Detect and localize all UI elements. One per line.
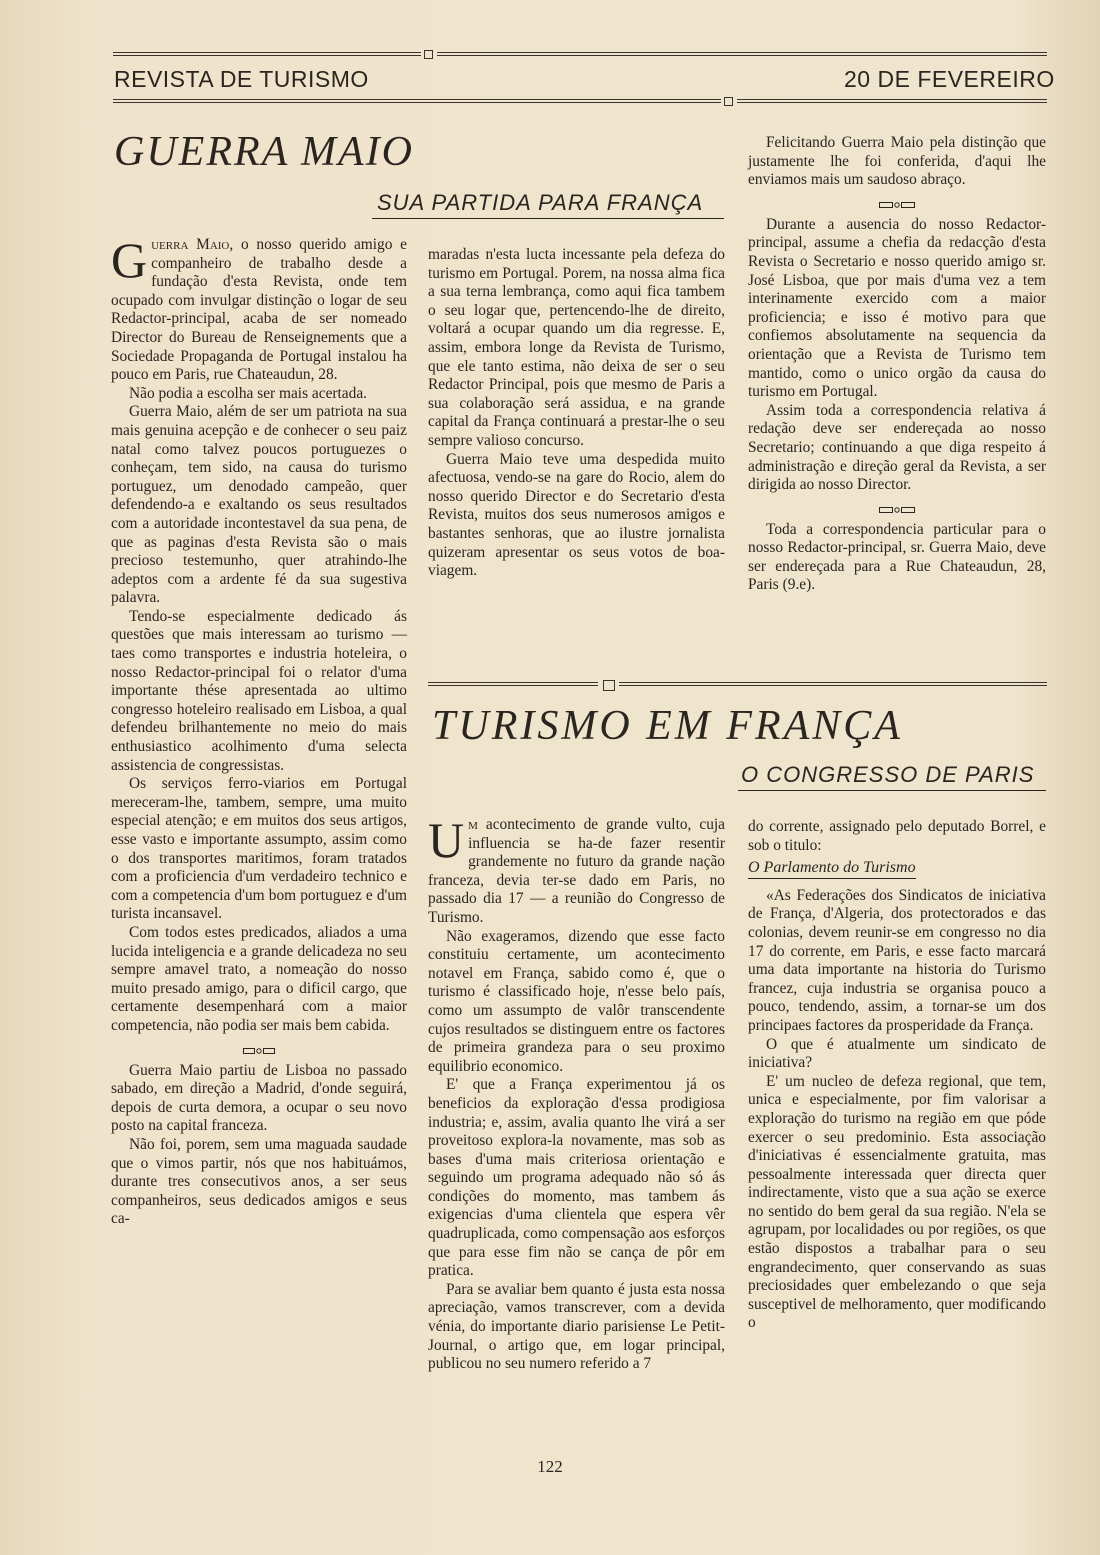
- paragraph: Tendo-se especialmente dedicado ás questões que mais interessam ao turismo — taes como transportes e industria hoteleira, o nosso Redactor-principal foi o relator d'uma importante thése apresentada ao ultimo congresso hoteleiro realisado em Lisboa, a qual defendeu brilhantemente no meio do mais enthusiastico acolhimento d'uma selecta assistencia de congressistas.: [111, 607, 407, 774]
- paragraph: Para se avaliar bem quanto é justa esta nossa apreciação, vamos transcrever, com a devida vénia, do importante diario parisiense Le Petit-Journal, o artigo que, em logar principal, publicou no seu numero referido a 7: [428, 1280, 725, 1373]
- paragraph: Os serviços ferro-viarios em Portugal mereceram-lhe, tambem, sempre, uma muito especial atenção; e em muitos dos seus artigos, esse vasto e importante assumpto, assim como o dos transportes maritimos, foram tratados com a proficiencia d'um verdadeiro technico e com a competencia d'um bom portuguez e d'um turista incansavel.: [111, 775, 407, 923]
- paragraph: Assim toda a correspondencia relativa á redação deve ser endereçada ao nosso Secretario; continuando a que diga respeito á administração e direção geral da Revista, a ser dirigida ao nosso Director.: [748, 401, 1046, 494]
- article-separator-rule: [619, 682, 1047, 686]
- subtitle-underline: [372, 218, 724, 219]
- article2-column-3: [748, 818, 1046, 1333]
- section-ornament: [748, 196, 1046, 210]
- drop-cap: G: [111, 232, 148, 288]
- ornament-box: [424, 50, 433, 59]
- article-subtitle: SUA PARTIDA PARA FRANÇA: [377, 190, 704, 215]
- ornament-box: [603, 680, 615, 691]
- ornament-box: [724, 97, 733, 106]
- drop-cap: U: [428, 812, 465, 868]
- paragraph: O que é atualmente um sindicato de iniciativa?: [748, 1035, 1046, 1072]
- paragraph: Toda a correspondencia particular para o nosso Redactor-principal, sr. Guerra Maio, deve ser endereçada para a Rue Chateaudun, 28, Paris (9.e).: [748, 520, 1046, 594]
- article-separator-rule: [428, 682, 598, 686]
- article-title: TURISMO EM FRANÇA: [432, 703, 903, 749]
- paragraph: do corrente, assignado pelo deputado Borrel, e sob o titulo:: [748, 818, 1046, 854]
- paragraph: maradas n'esta lucta incessante pela defeza do turismo em Portugal. Porem, na nossa alma fica a sua terna lembrança, como aqui fica tambem o seu logar que, pertencendo-lhe de direito, voltará a ocupar quando um dia regresse. E, assim, embora longe da Revista de Turismo, que ele tanto estima, não deixa de ser o seu Redactor Principal, pois que mesmo de Paris a sua colaboração será assidua, e na grande capital da França continuará a prestar-lhe o seu sempre valioso concurso.: [428, 246, 725, 449]
- paragraph: Não exageramos, dizendo que esse facto constituiu certamente, um acontecimento notavel em França, sabido como é, que o turismo é classificado hoje, n'esse belo país, como um assumpto de valôr transcendente cujos resultados se distinguem entre os factores de primeira grandeza para o seu proximo equilibrio economico.: [428, 927, 725, 1075]
- paragraph: Durante a ausencia do nosso Redactor-principal, assume a chefia da redacção d'esta Revista o Secretario e nosso querido amigo sr. José Lisboa, que por mais d'uma vez a tem interinamente exercido com a maior proficiencia; e isso é motivo para que confiemos absolutamente na sequencia da orientação que a Revista de Turismo tem mantido, como o unico orgão da causa do turismo em Portugal.: [748, 215, 1046, 401]
- paragraph: Com todos estes predicados, aliados a uma lucida inteligencia e a grande delicadeza no seu sempre amavel trato, a nomeação do nosso muito presado amigo, para o dificil cargo, que certamente desempenhará com a maior competencia, não podia ser mais bem cabida.: [111, 923, 407, 1034]
- lead-words: m: [468, 816, 478, 833]
- article-title: GUERRA MAIO: [114, 129, 414, 175]
- paragraph: «As Federações dos Sindicatos de iniciativa de França, d'Algeria, dos protectorados e das colonias, devem reunir-se em congresso no dia 17 do corrente, em Paris, e esse facto marcará uma data importante na historia do Turismo francez, cuja industria se organisa pouco a pouco, tendendo, assim, a tornar-se um dos principaes factores da prosperidade da França.: [748, 886, 1046, 1034]
- paragraph: E' um nucleo de defeza regional, que tem, unica e especialmente, por fim valorisar a exploração do turismo na região em que póde exercer o seu predominio. Esta associação d'iniciativas é essencialmente gratuita, mas pessoalmente interessada quer directa quer indirectamente, visto que a sua ação se exerce no sentido do bem geral da sua região. N'ela se agrupam, por localidades ou por regiões, os que estão dispostos a trabalhar para o seu engrandecimento, quer conservando as suas preciosidades quer embelezando o que seja susceptivel de melhoramento, quer modificando o: [748, 1072, 1046, 1332]
- header-bottom-rule: [113, 99, 721, 103]
- paragraph: acontecimento de grande vulto, cuja influencia se ha-de fazer resentir grandemente no futuro da grande nação franceza, devia ter-se dado em Paris, no passado dia 17 — a reunião do Congresso de Turismo.: [428, 816, 725, 926]
- paragraph: Guerra Maio teve uma despedida muito afectuosa, vendo-se na gare do Rocio, alem do nosso querido Director e do Secretario d'esta Revista, muitos dos seus numerosos amigos e bastantes senhoras, que ao ilustre jornalista quizeram apresentar os seus votos de boa-viagem.: [428, 450, 725, 580]
- article1-column-3: [748, 134, 1046, 595]
- section-ornament: [111, 1042, 407, 1056]
- running-header-title: REVISTA DE TURISMO: [114, 66, 369, 92]
- article1-column-1: [111, 232, 407, 1229]
- paragraph: Guerra Maio partiu de Lisboa no passado sabado, em direção a Madrid, d'onde seguirá, depois de curta demora, a ocupar o seu novo posto na capital franceza.: [111, 1061, 407, 1135]
- section-heading: O Parlamento do Turismo: [748, 859, 916, 879]
- paragraph: E' que a França experimentou já os beneficios da exploração d'essa prodigiosa industria; e, assim, avalia quanto lhe virá a ser proveitoso explora-la novamente, mas sob as bases d'uma mais criteriosa orientação e seguindo um programa adequado não só ás condições do momento, mas tambem ás exigencias d'uma clientela que espera vêr quadruplicada, como compensação aos esforços que para esse fim não se cança de pôr em pratica.: [428, 1076, 725, 1280]
- header-bottom-rule: [737, 99, 1047, 103]
- header-top-rule: [113, 52, 421, 56]
- lead-words: uerra Maio: [151, 236, 230, 253]
- article-subtitle: O CONGRESSO DE PARIS: [741, 762, 1035, 787]
- subtitle-underline: [738, 790, 1046, 791]
- paragraph: Felicitando Guerra Maio pela distinção que justamente lhe foi conferida, d'aqui lhe enviamos mais um saudoso abraço.: [748, 134, 1046, 189]
- page-number: 122: [537, 1457, 563, 1476]
- section-ornament: [748, 501, 1046, 515]
- article2-column-2: [428, 812, 725, 1374]
- header-top-rule: [437, 52, 1047, 56]
- paragraph: Guerra Maio, além de ser um patriota na sua mais genuina acepção e de conhecer o seu paiz natal como talvez poucos portuguezes o conheçam, tem sido, na causa do turismo portuguez, um denodado campeão, quer defendendo-a e exaltando os seus resultados com a autoridade incontestavel da sua pena, de que as paginas d'esta Revista são o mais precioso testemunho, quer atrahindo-lhe adeptos com a ardente fé da sua sugestiva palavra.: [111, 403, 407, 607]
- paragraph: Não foi, porem, sem uma maguada saudade que o vimos partir, nós que nos habituámos, durante tres consecutivos anos, a ser seus companheiros, seus dedicados amigos e seus ca-: [111, 1135, 407, 1228]
- running-header-date: 20 DE FEVEREIRO: [844, 66, 1055, 92]
- paragraph: , o nosso querido amigo e companheiro de trabalho desde a fundação d'esta Revista, onde tem ocupado com invulgar distinção o logar de seu Redactor-principal, acaba de ser nomeado Director do Bureau de Renseignements que a Sociedade Propaganda de Portugal instalou ha pouco em Paris, rue Chateaudun, 28.: [111, 236, 407, 384]
- article1-column-2: [428, 246, 725, 581]
- paragraph: Não podia a escolha ser mais acertada.: [129, 384, 368, 402]
